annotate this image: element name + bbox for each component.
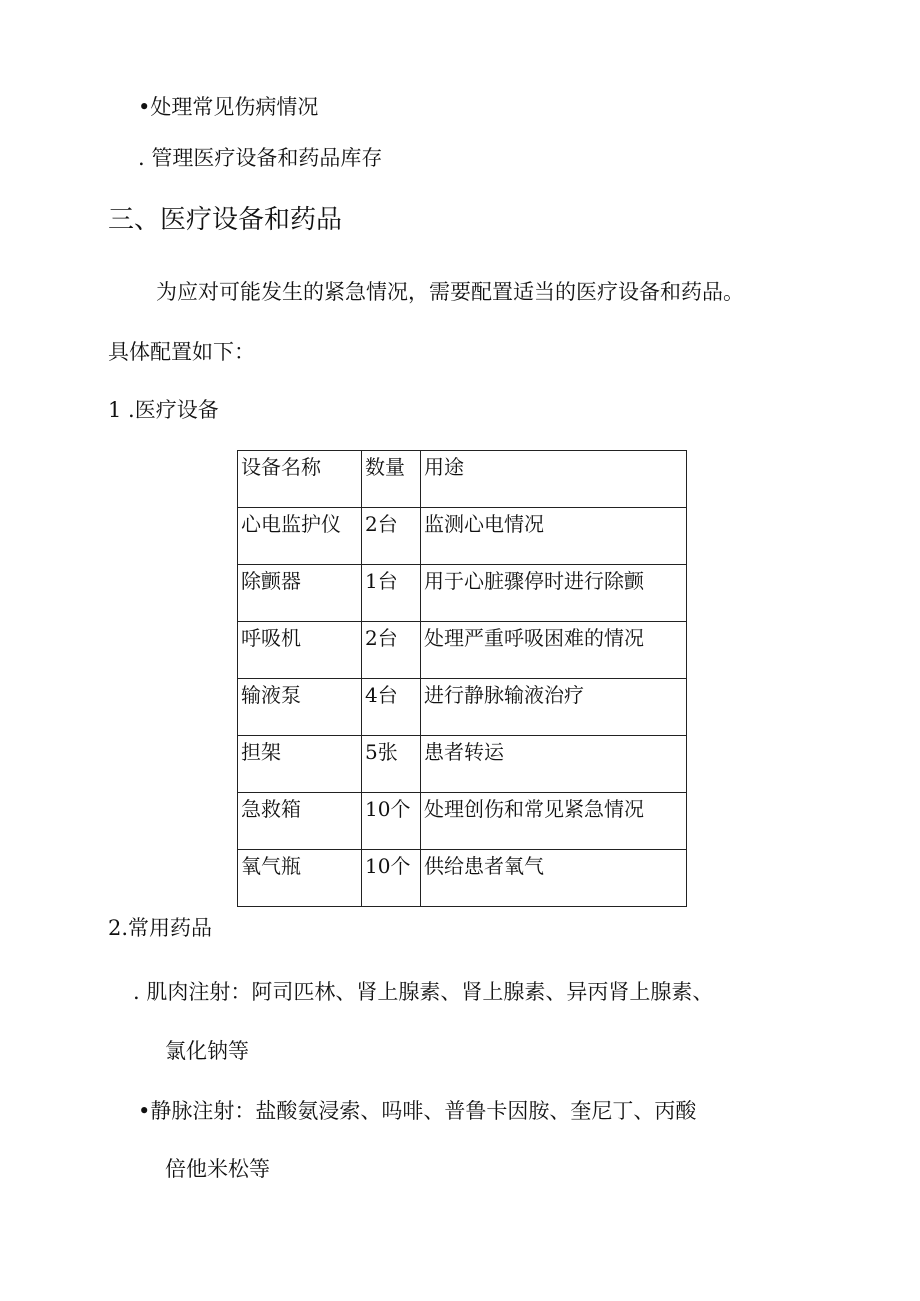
cell-qty: 2台: [362, 622, 421, 679]
cell-use: 处理创伤和常见紧急情况: [421, 793, 687, 850]
intro-paragraph-line1: 为应对可能发生的紧急情况，需要配置适当的医疗设备和药品。: [156, 280, 744, 304]
cell-name: 担架: [238, 736, 362, 793]
cell-use: 患者转运: [421, 736, 687, 793]
cell-use: 供给患者氧气: [421, 850, 687, 907]
cell-qty: 2台: [362, 508, 421, 565]
list-item-1: [138, 93, 318, 121]
intro-paragraph-line2: 具体配置如下：: [108, 340, 255, 364]
cell-qty: 10个: [362, 850, 421, 907]
list-item-text: 管理医疗设备和药品库存: [151, 146, 383, 170]
equipment-table: [237, 450, 687, 907]
cell-qty: 1台: [362, 565, 421, 622]
drug-item-1-line2: 氯化钠等: [165, 1039, 249, 1063]
list-item-2: [138, 144, 382, 172]
cell-use: 监测心电情况: [421, 508, 687, 565]
list-item-text: 处理常见伤病情况: [150, 95, 319, 119]
cell-name: 心电监护仪: [238, 508, 362, 565]
cell-name: 氧气瓶: [238, 850, 362, 907]
drug-item-text: 静脉注射：盐酸氨浸索、吗啡、普鲁卡因胺、奎尼丁、丙酸: [150, 1099, 697, 1123]
cell-qty: 10个: [362, 793, 421, 850]
section-heading: 三、医疗设备和药品: [108, 205, 343, 235]
header-cell-use: 用途: [421, 451, 687, 508]
header-cell-qty: 数量: [362, 451, 421, 508]
bullet-marker: •: [138, 1099, 151, 1123]
cell-name: 呼吸机: [238, 622, 362, 679]
bullet-marker: •: [138, 95, 151, 119]
subheading-equipment: 1 .医疗设备: [108, 398, 219, 422]
cell-use: 处理严重呼吸困难的情况: [421, 622, 687, 679]
cell-name: 输液泵: [238, 679, 362, 736]
subheading-drugs: 2.常用药品: [108, 916, 213, 940]
cell-name: 急救箱: [238, 793, 362, 850]
cell-qty: 4台: [362, 679, 421, 736]
table-header-row: [238, 451, 687, 508]
drug-item-1-line1: [133, 978, 713, 1006]
drug-item-2-line2: 倍他米松等: [165, 1157, 270, 1181]
cell-use: 用于心脏骤停时进行除颤: [421, 565, 687, 622]
table-row: [238, 793, 687, 850]
bullet-marker: .: [133, 980, 140, 1004]
table-row: [238, 622, 687, 679]
table-row: [238, 508, 687, 565]
table-row: [238, 736, 687, 793]
table-row: [238, 679, 687, 736]
bullet-marker: .: [138, 146, 145, 170]
cell-name: 除颤器: [238, 565, 362, 622]
cell-use: 进行静脉输液治疗: [421, 679, 687, 736]
table-row: [238, 565, 687, 622]
table-row: [238, 850, 687, 907]
drug-item-2-line1: [138, 1097, 696, 1125]
cell-qty: 5张: [362, 736, 421, 793]
drug-item-text: 肌肉注射：阿司匹林、肾上腺素、肾上腺素、异丙肾上腺素、: [146, 980, 714, 1004]
header-cell-name: 设备名称: [238, 451, 362, 508]
